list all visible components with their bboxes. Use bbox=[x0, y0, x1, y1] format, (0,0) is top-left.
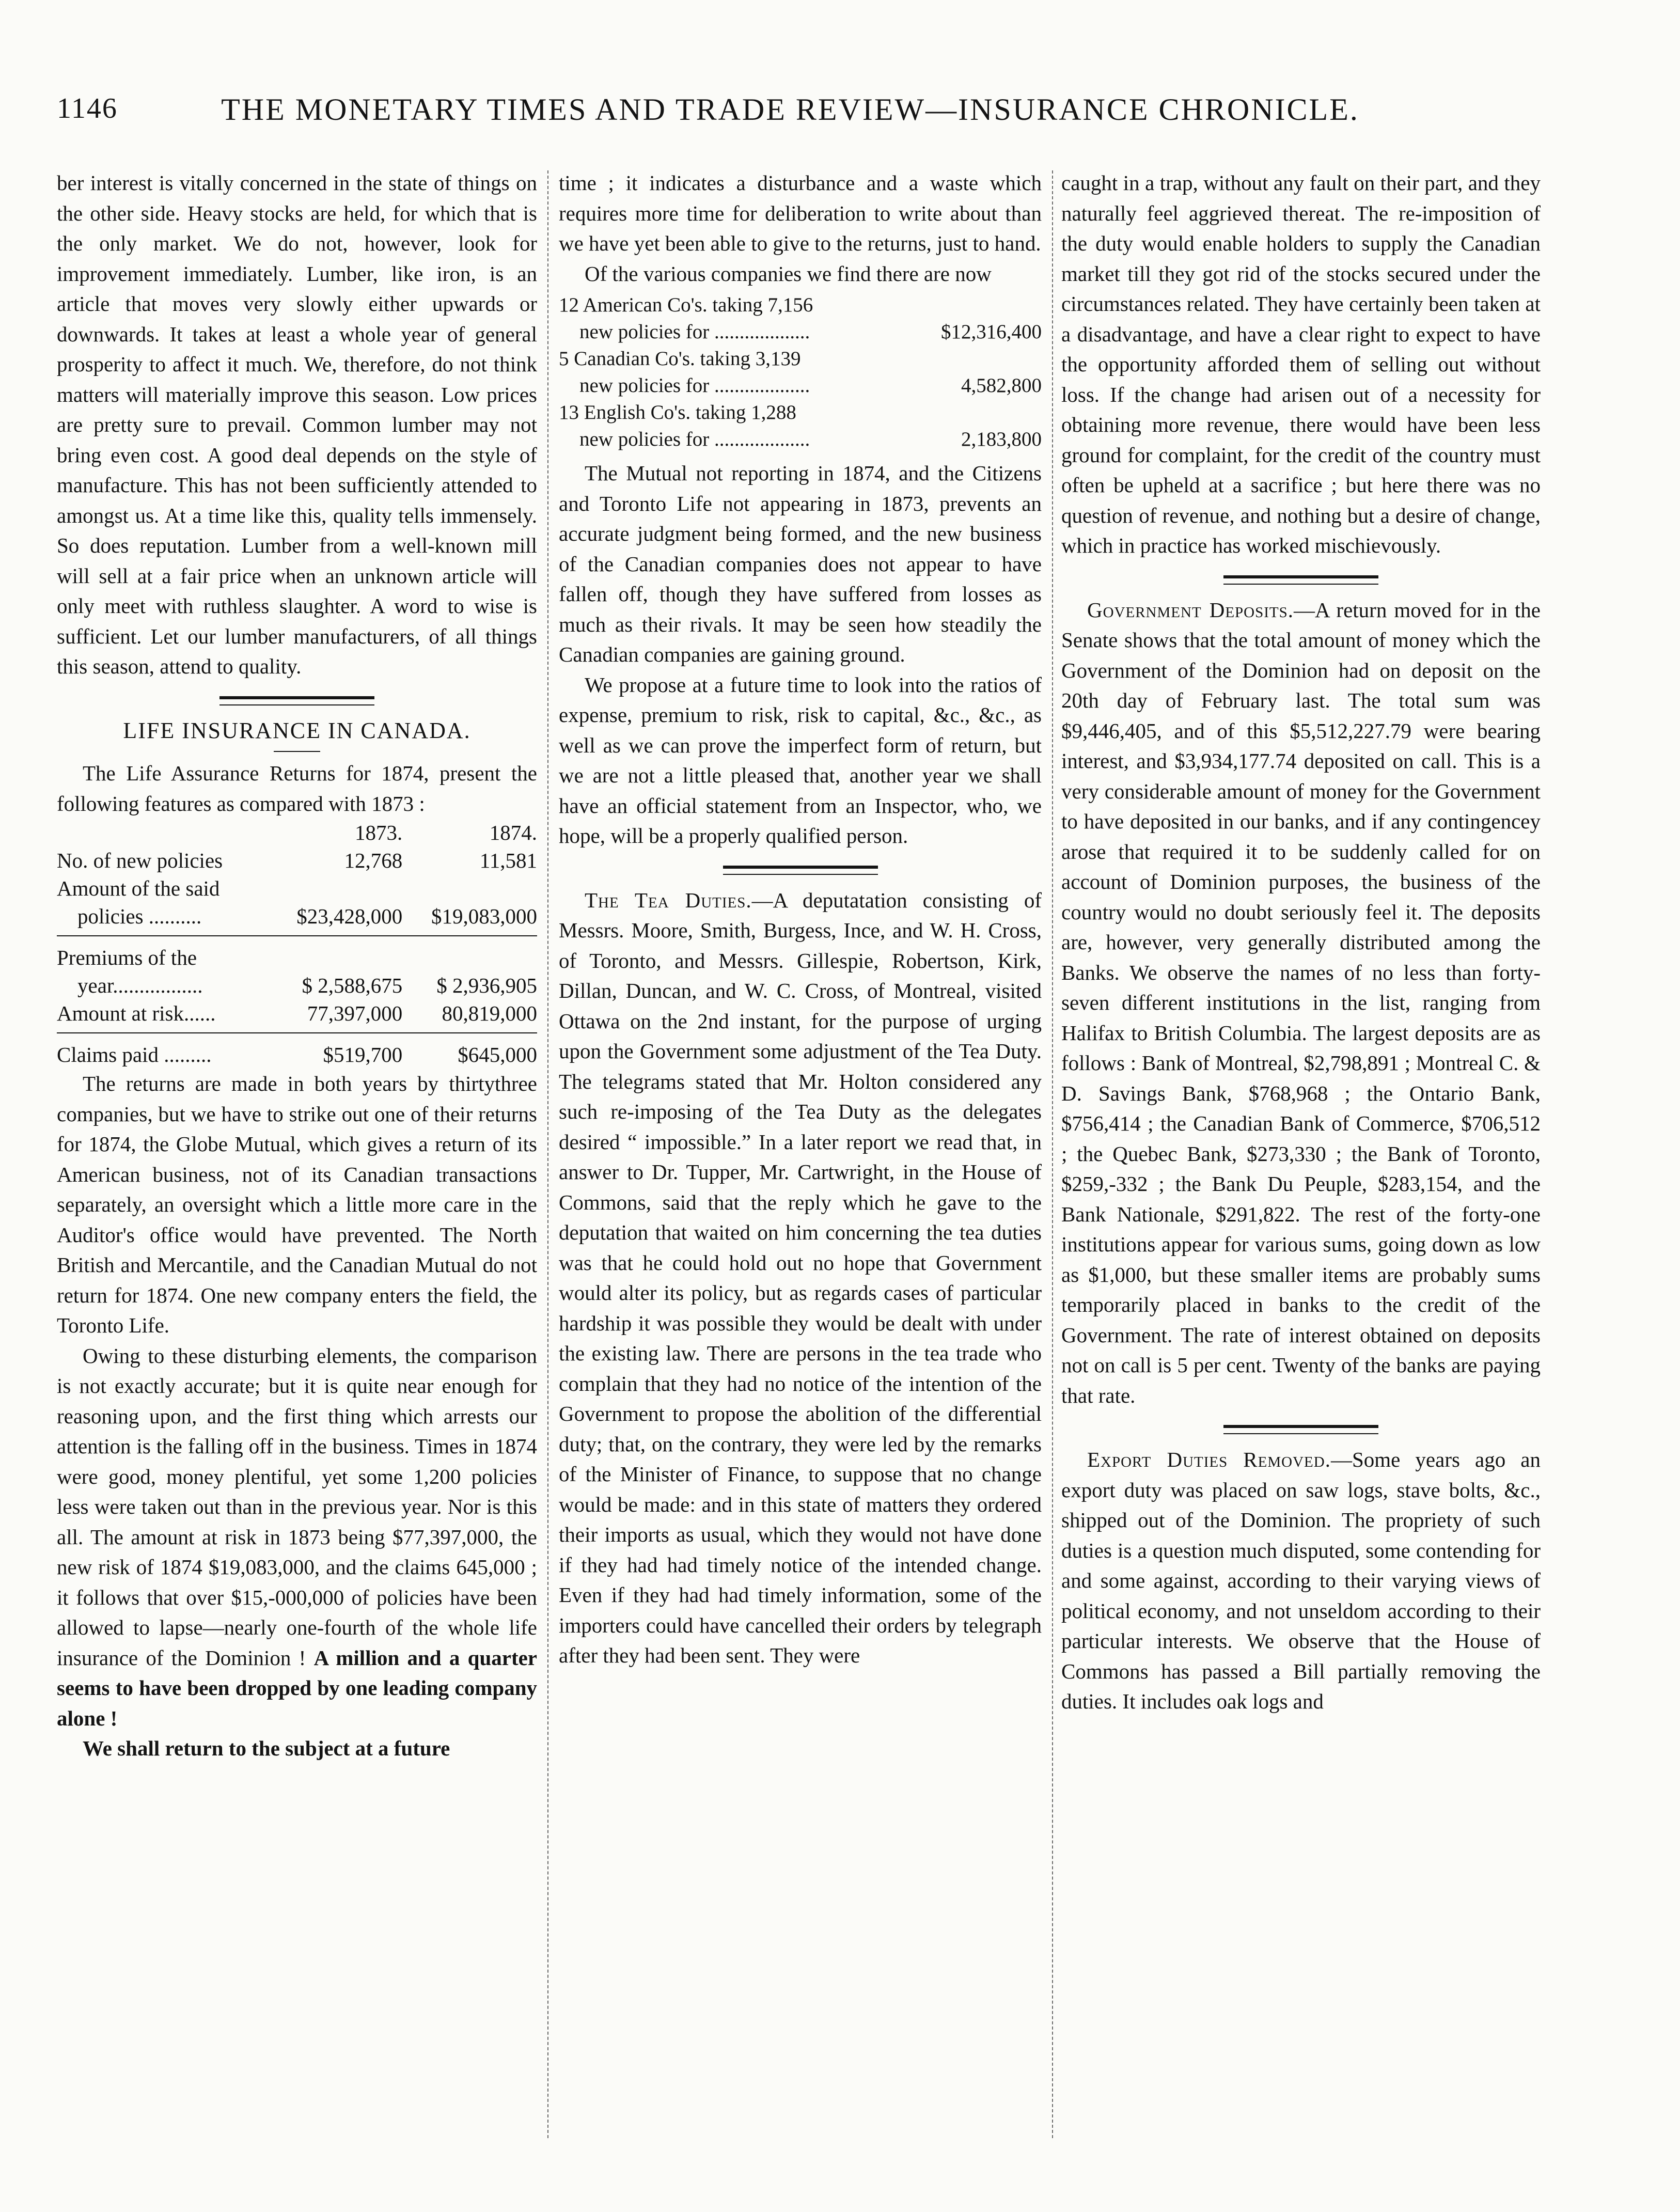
tea-duties-heading: The Tea Duties. bbox=[585, 888, 752, 912]
table-row bbox=[57, 902, 537, 930]
tea-duties-paragraph bbox=[559, 885, 1042, 1671]
table-row bbox=[57, 971, 537, 999]
companies-table bbox=[559, 292, 1042, 453]
row-label: Claims paid ......... bbox=[57, 1043, 212, 1066]
row-label: policies .......... bbox=[77, 904, 202, 928]
owing-bold-text: A million and a quarter seems to have been dropped by one leading company alone ! bbox=[57, 1645, 537, 1730]
government-deposits-heading: Government Deposits. bbox=[1087, 598, 1294, 622]
time-paragraph: time ; it indicates a disturbance and a waste which requires more time for deliberation to write about than we have yet been able to give to the returns, just to hand. bbox=[559, 171, 1042, 255]
row-value: $23,428,000 bbox=[296, 904, 403, 928]
column-divider-1 bbox=[547, 170, 548, 2138]
table-row bbox=[559, 319, 1042, 346]
life-intro-paragraph: The Life Assurance Returns for 1874, present the following features as compared with 1873 : bbox=[57, 761, 537, 815]
company-amount: 2,183,800 bbox=[961, 428, 1042, 450]
company-line: 13 English Co's. taking 1,288 bbox=[559, 401, 796, 423]
caught-paragraph: caught in a trap, without any fault on their part, and they naturally feel aggrieved thereat. The re-imposition of the duty would enable holders to supply the Canadian market till they got rid of the stocks secured under the circumstances related. They have certainly been taken at a disadvantage, and have a clear right to expect to have the opportunity afforded them of selling out without loss. If the change had arisen out of a necessity for obtaining more revenue, there would have been less ground for complaint, for the credit of the country must often be upheld at a sacrifice ; but here there was no question of revenue, and nothing but a desire of change, which in practice has worked mischievously. bbox=[1061, 171, 1541, 557]
company-amount: 4,582,800 bbox=[961, 374, 1042, 397]
row-value: 11,581 bbox=[479, 849, 537, 872]
table-row bbox=[559, 292, 1042, 319]
company-line: 12 American Co's. taking 7,156 bbox=[559, 294, 813, 316]
company-line: 5 Canadian Co's. taking 3,139 bbox=[559, 348, 801, 370]
row-label: Premiums of the bbox=[57, 946, 197, 969]
column-1 bbox=[57, 168, 537, 2146]
table-row bbox=[57, 846, 537, 874]
company-line: new policies for ................... bbox=[579, 321, 810, 343]
table-row bbox=[559, 372, 1042, 399]
section-rule bbox=[1223, 575, 1378, 585]
table-row bbox=[57, 944, 537, 971]
table-row bbox=[559, 426, 1042, 453]
export-duties-paragraph bbox=[1061, 1445, 1541, 1717]
table-row bbox=[57, 999, 537, 1027]
owing-paragraph bbox=[57, 1341, 537, 1734]
tea-duties-text: —A deputatation consisting of Messrs. Moore, Smith, Burgess, Ince, and W. H. Cross, of Toronto, and Messrs. Gillespie, Robertson, Kirk, Dillan, Duncan, and W. C. Cross, of Montreal, visited Ottawa on the 2nd instant, for the purpose of urging upon the Government some adjustment of the Tea Duty. The telegrams stated that Mr. Holton considered any such re-imposing of the Tea Duty as the delegates desired “ impossible.” In a later report we read that, in answer to Dr. Tupper, Mr. Cartwright, in the House of Commons, said that the reply which he gave to the deputation that waited on him concerning the tea duties was that he could hold out no hope that Government would alter its policy, but as regards cases of particular hardship it was possible they would be dealt with under the existing law. There are persons in the tea trade who complain that they had no notice of the intention of the Government to propose the abolition of the differential duty; that, on the contrary, they were led by the remarks of the Minister of Finance, to suppose that no change would be made: and in this state of matters they ordered their imports as usual, which they would not have done if they had had timely notice of the intended change. Even if they had had timely information, some of the importers could have cancelled their orders by telegraph after they had been sent. They were bbox=[559, 888, 1042, 1667]
lumber-paragraph: ber interest is vitally concerned in the state of things on the other side. Heavy stocks are held, for which that is the only market. We do not, however, look for improvement immediately. Lumber, like iron, is an article that moves very slowly either upwards or downwards. It takes at least a whole year of general prosperity to affect it much. We, therefore, do not think matters will materially improve this season. Low prices are pretty sure to prevail. Common lumber may not bring even cost. A good deal depends on the style of manufacture. This has not been sufficiently attended to amongst us. At a time like this, quality tells immensely. So does reputation. Lumber from a well-known mill will sell at a fair price when an unknown article will only meet with ruthless slaughter. A word to wise is sufficient. Let our lumber manufacturers, of all things this season, attend to quality. bbox=[57, 171, 537, 678]
section-rule bbox=[219, 696, 374, 705]
mutual-paragraph: The Mutual not reporting in 1874, and the Citizens and Toronto Life not appearing in 1873, prevents an accurate judgment being formed, and the new business of the Canadian companies does not appear to have fallen off, though they have suffered from losses as much as their rivals. It may be seen how steadily the Canadian companies are gaining ground. bbox=[559, 461, 1042, 666]
government-deposits-paragraph bbox=[1061, 595, 1541, 1411]
row-label: year................. bbox=[77, 974, 203, 997]
export-duties-heading: Export Duties Removed. bbox=[1087, 1448, 1331, 1471]
government-deposits-text: —A return moved for in the Senate shows that the total amount of money which the Government of the Dominion had on deposit on the 20th day of February last. The total sum was $9,446,405, and of this $5,512,227.79 were bearing interest, and $3,934,177.74 deposited on call. This is a very considerable amount of money for the Government to have deposited in our banks, and if any contingencey arose that required it to be suddenly called for on account of Dominion purposes, the business of the country would no doubt seriously feel it. The deposits are, however, very generally distributed among the Banks. We observe the names of no less than forty-seven different institutions in the list, ranging from Halifax to British Columbia. The largest deposits are as follows : Bank of Montreal, $2,798,891 ; Montreal C. & D. Savings Bank, $768,968 ; the Ontario Bank, $756,414 ; the Canadian Bank of Commerce, $706,512 ; the Quebec Bank, $273,330 ; the Bank of Toronto, $259,-332 ; the Bank Du Peuple, $283,154, and the Bank Nationale, $291,822. The rest of the forty-one institutions appear for various sums, going down as low as $1,000, but these smaller items are probably sums temporarily placed in banks to the credit of the Government. The rate of interest obtained on deposits not on call is 5 per cent. Twenty of the banks are paying that rate. bbox=[1061, 598, 1541, 1407]
propose-paragraph: We propose at a future time to look into the ratios of expense, premium to risk, risk to capital, &c., &c., as well as we can prove the imperfect form of return, but we are not a little pleased that, another year we shall have an official statement from an Inspector, who, we hope, will be a properly qualified person. bbox=[559, 672, 1042, 848]
life-insurance-heading: LIFE INSURANCE IN CANADA. bbox=[123, 717, 471, 743]
page-number: 1146 bbox=[57, 92, 118, 124]
owing-text: Owing to these disturbing elements, the comparison is not exactly accurate; but it is quite near enough for reasoning upon, and the first thing which arrests our attention is the falling off in the business. Times in 1874 were good, money plentiful, yet some 1,200 policies less were taken out than in the previous year. Nor is this all. The amount at risk in 1873 being $77,397,000, the new risk of 1874 $19,083,000, and the claims 645,000 ; it follows that over $15,-000,000 of policies have been allowed to lapse—nearly one-fourth of the whole life insurance of the Dominion ! bbox=[57, 1343, 537, 1670]
row-value: 12,768 bbox=[344, 849, 403, 872]
row-value: $ 2,588,675 bbox=[302, 974, 403, 997]
row-value: $519,700 bbox=[323, 1043, 403, 1066]
row-label: No. of new policies bbox=[57, 849, 223, 872]
table-row bbox=[559, 346, 1042, 372]
returns-paragraph: The returns are made in both years by thirtythree companies, but we have to strike out one of their returns for 1874, the Globe Mutual, which gives a return of its American business, not of its Canadian transactions separately, an oversight which a little more care in the Auditor's office would have prevented. The North British and Mercantile, and the Canadian Mutual do not return for 1874. One new company enters the field, the Toronto Life. bbox=[57, 1072, 537, 1337]
heading-rule bbox=[274, 751, 320, 752]
row-label: Amount at risk...... bbox=[57, 1001, 216, 1025]
row-value: 80,819,000 bbox=[442, 1001, 537, 1025]
column-2 bbox=[559, 168, 1042, 2146]
company-line: new policies for ................... bbox=[579, 374, 810, 397]
section-rule bbox=[1223, 1425, 1378, 1434]
column-divider-2 bbox=[1052, 170, 1053, 2138]
table-row bbox=[57, 874, 537, 902]
row-value: 77,397,000 bbox=[307, 1001, 403, 1025]
row-label: Amount of the said bbox=[57, 876, 220, 900]
life-returns-table bbox=[57, 819, 537, 1069]
row-value: $ 2,936,905 bbox=[436, 974, 537, 997]
various-paragraph: Of the various companies we find there are now bbox=[585, 261, 992, 286]
running-head: THE MONETARY TIMES AND TRADE REVIEW—INSURANCE CHRONICLE. bbox=[221, 92, 1359, 127]
future-paragraph: We shall return to the subject at a future bbox=[83, 1736, 450, 1760]
row-value: $645,000 bbox=[458, 1043, 537, 1066]
company-amount: $12,316,400 bbox=[941, 321, 1042, 343]
year-header-1874: 1874. bbox=[489, 821, 537, 844]
year-header-1873: 1873. bbox=[354, 821, 403, 844]
export-duties-text: —Some years ago an export duty was placed on saw logs, stave bolts, &c., shipped out of the Dominion. The propriety of such duties is a question much disputed, some contending for and some against, according to their varying views of political economy, and not unseldom according to their particular interests. We observe that the House of Commons has passed a Bill partially removing the duties. It includes oak logs and bbox=[1061, 1448, 1541, 1713]
table-row bbox=[559, 399, 1042, 426]
company-line: new policies for ................... bbox=[579, 428, 810, 450]
table-row bbox=[57, 1041, 537, 1069]
column-3 bbox=[1061, 168, 1541, 2146]
row-value: $19,083,000 bbox=[431, 904, 537, 928]
section-rule bbox=[723, 866, 878, 875]
